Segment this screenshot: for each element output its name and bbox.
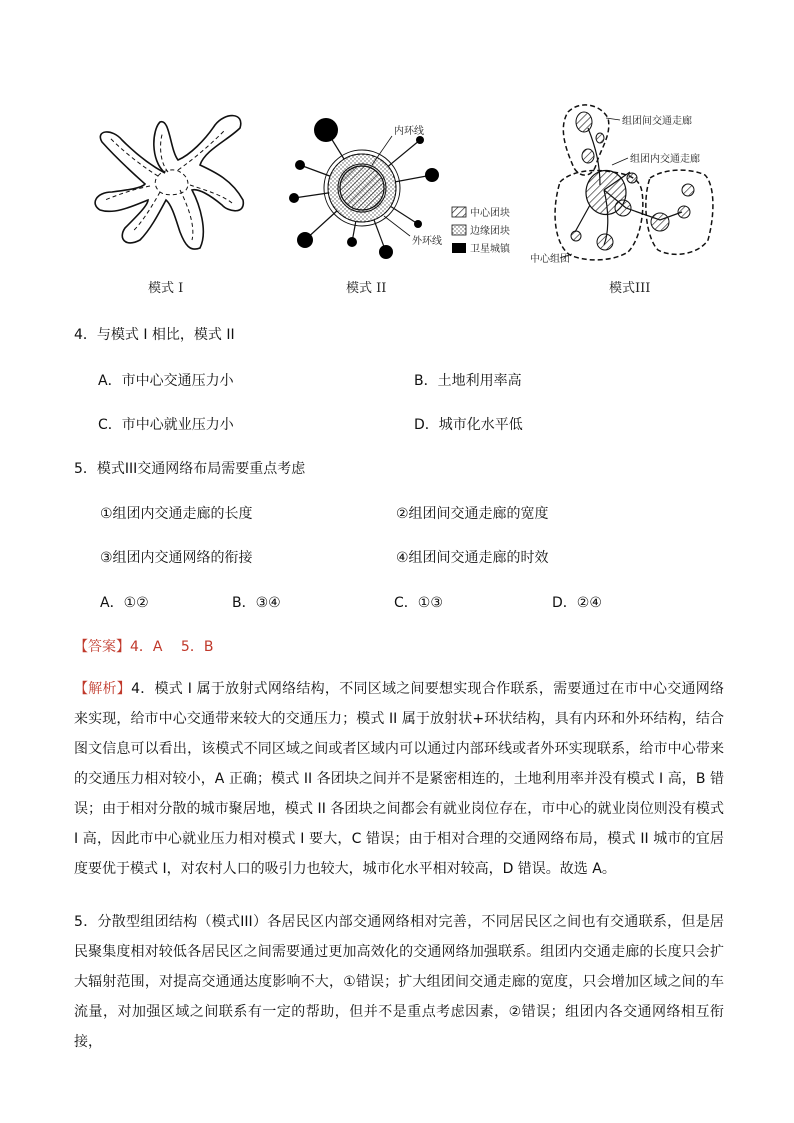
q4-option-c: C．市中心就业压力小 — [98, 417, 234, 433]
q5-option-a: A．①② — [100, 595, 149, 611]
legend-label-edge: 边缘团块 — [470, 226, 510, 237]
analysis-text-1: 4．模式 I 属于放射式网络结构，不同区域之间要想实现合作联系，需要通过在市中心交通网络来实现，给市中心交通带来较大的交通压力；模式 II 属于放射状+环状结构，具有内环和外环结构，结合图文信息可以看出，该模式不同区域之间或者区域内可以通过内部环线或者外环实现联系，给市中心带来的交通压力相对较小，A 正确；模式 II 各团块之间并不是紧密相连的，土地利用率并没有模式 I 高，B 错误；由于相对分散的城市聚居地，模式 II 各团块之间都会有就业岗位存在，市中心的就业岗位则没有模式 I 高，因此市中心就业压力相对模式 I 要大，C 错误；由于相对合理的交通网络布局，模式 II 城市的宜居度要优于模式 I，对农村人口的吸引力也较大，城市化水平相对较高，D 错误。故选 A。 — [74, 681, 725, 877]
q5-item-2: ②组团间交通走廊的宽度 — [396, 506, 549, 522]
q4-option-a: A．市中心交通压力小 — [98, 373, 234, 389]
q5-option-c: C．①③ — [394, 595, 443, 611]
q5-item-3: ③组团内交通网络的衔接 — [100, 550, 253, 566]
city-model-figure — [0, 95, 794, 310]
legend — [452, 206, 511, 255]
analysis-paragraph-2 — [74, 907, 724, 1057]
center-group-label: 中心组团 — [530, 254, 570, 265]
mode1-caption: 模式 I — [148, 281, 184, 296]
q4-option-d: D．城市化水平低 — [414, 417, 523, 433]
analysis-tag: 【解析】 — [74, 681, 132, 697]
q5-stem: 5．模式III交通网络布局需要重点考虑 — [74, 461, 306, 477]
mode2-caption: 模式 II — [346, 281, 387, 296]
analysis-paragraph-1 — [74, 674, 724, 884]
legend-swatch-center — [452, 207, 466, 217]
within-group-label: 组团内交通走廊 — [630, 154, 700, 165]
q4-option-b: B．土地利用率高 — [414, 373, 522, 389]
between-group-label: 组团间交通走廊 — [622, 116, 692, 127]
mode3-caption: 模式III — [609, 281, 651, 296]
city-model-diagram — [0, 95, 794, 310]
legend-swatch-satellite — [452, 243, 466, 253]
q5-item-1: ①组团内交通走廊的长度 — [100, 506, 253, 522]
q5-option-b: B．③④ — [232, 595, 281, 611]
legend-swatch-edge — [452, 225, 466, 235]
legend-label-satellite: 卫星城镇 — [470, 244, 510, 255]
outer-ring-label: 外环线 — [412, 236, 442, 247]
inner-ring-label: 内环线 — [394, 126, 424, 137]
mode1-city-outline — [95, 116, 243, 250]
mode3-diagram — [555, 105, 713, 260]
answer-text: 4．A 5．B — [130, 639, 214, 655]
legend-label-center: 中心团块 — [470, 208, 510, 219]
analysis-text-2: 5．分散型组团结构（模式III）各居民区内部交通网络相对完善，不同居民区之间也有交通联系，但是居民聚集度相对较低各居民区之间需要通过更加高效化的交通网络加强联系。组团内交通走廊的长度只会扩大辐射范围，对提高交通通达度影响不大，①错误；扩大组团间交通走廊的宽度，只会增加区域之间的车流量，对加强区域之间联系有一定的帮助，但并不是重点考虑因素，②错误；组团内各交通网络相互衔接， — [74, 914, 724, 1050]
answer-tag: 【答案】 — [74, 639, 130, 655]
mode1-diagram — [95, 116, 243, 250]
q5-option-d: D．②④ — [552, 595, 602, 611]
q4-stem: 4．与模式 I 相比，模式 II — [74, 327, 235, 343]
answer-line — [74, 636, 213, 656]
q5-item-4: ④组团间交通走廊的时效 — [396, 550, 549, 566]
